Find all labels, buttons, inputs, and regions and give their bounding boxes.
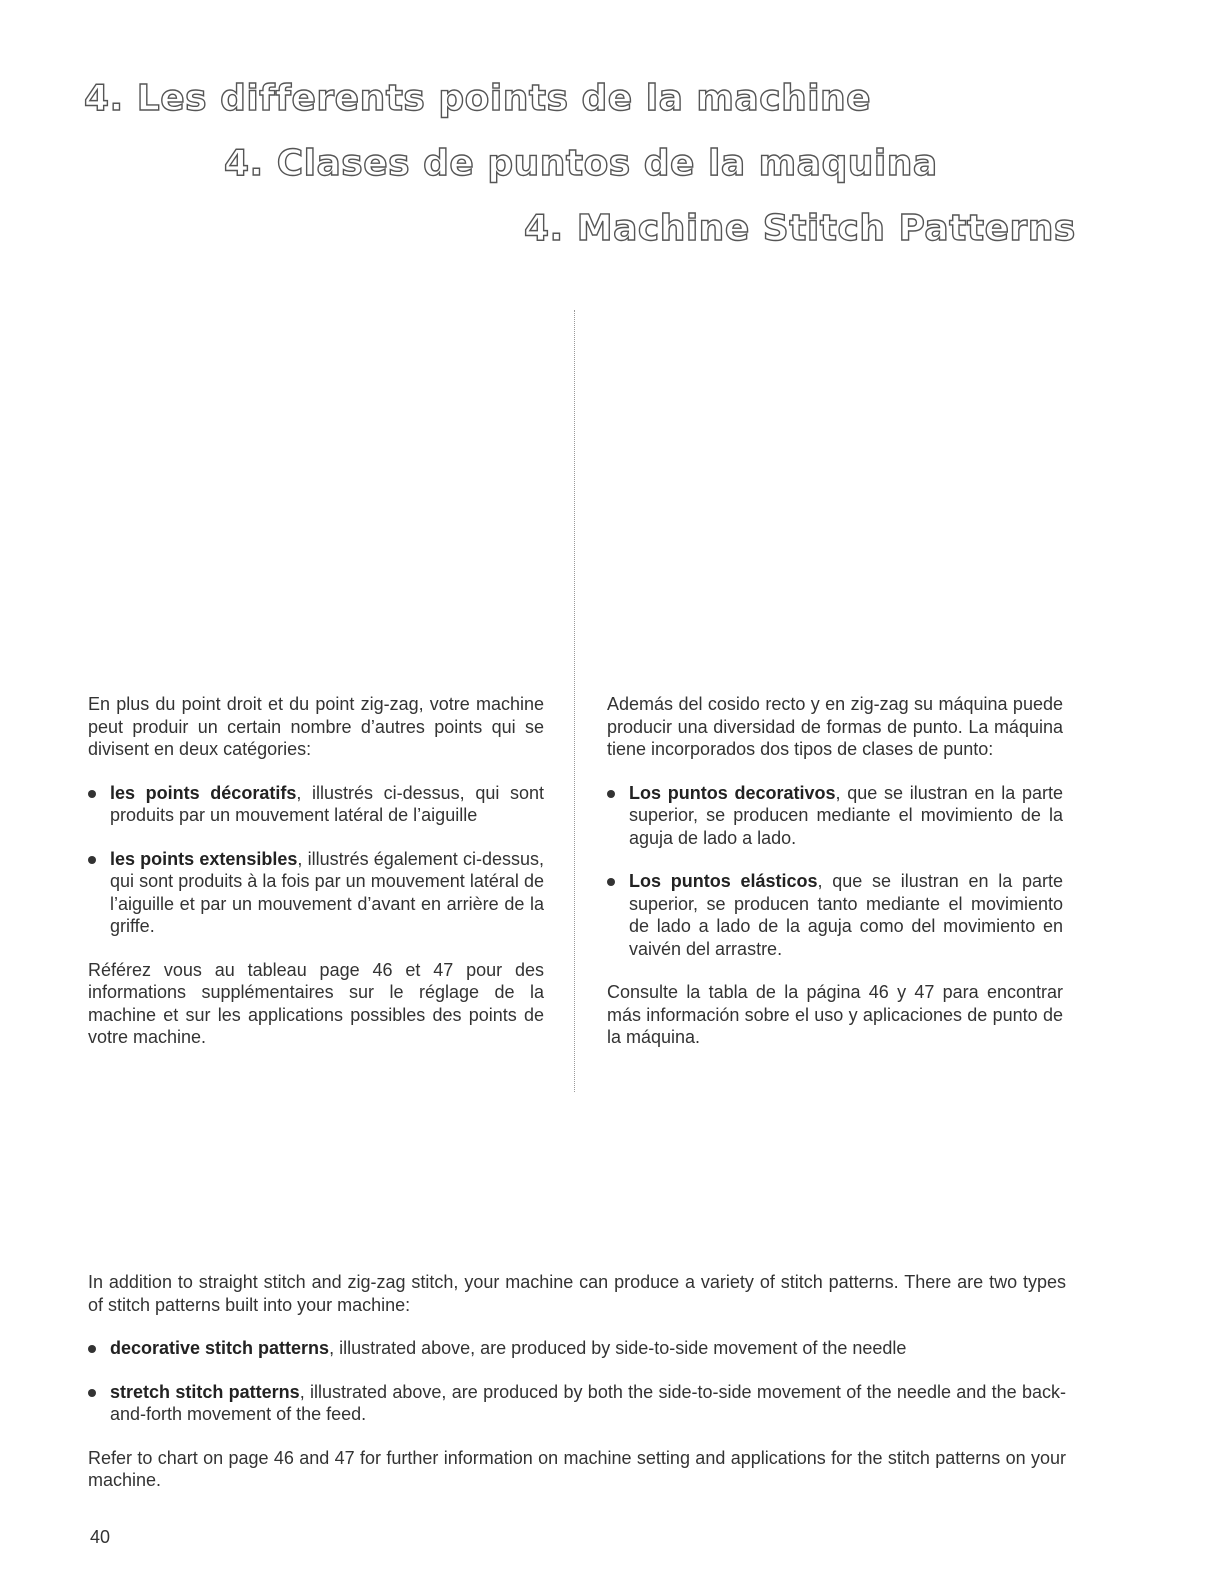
spanish-column — [607, 693, 1063, 1070]
spanish-bullet-decorative — [607, 782, 1063, 850]
english-closing: Refer to chart on page 46 and 47 for further information on machine setting and applications for the stitch patterns on your machine. — [88, 1447, 1066, 1490]
french-bullet-decorative — [88, 782, 544, 827]
english-section — [88, 1271, 1066, 1513]
french-bullet-term: les points décoratifs — [110, 782, 297, 803]
bullet-icon — [607, 790, 615, 798]
spanish-bullet-text: , que se ilustran en la parte superior, se producen tanto mediante el movimiento de lado a lado de la aguja como del movimiento en vaivén del arrastre. — [629, 871, 1063, 959]
spanish-bullet-term: Los puntos decorativos — [629, 782, 836, 803]
french-intro: En plus du point droit et du point zig-zag, votre machine peut produir un certain nombre d’autres points qui se divisent en deux catégories: — [88, 694, 544, 759]
heading-spanish: 4. Clases de puntos de la maquina — [224, 143, 938, 184]
page-number: 40 — [90, 1527, 111, 1547]
bullet-icon — [88, 790, 96, 798]
spanish-closing: Consulte la tabla de la página 46 y 47 para encontrar más información sobre el uso y aplicaciones de punto de la máquina. — [607, 982, 1063, 1047]
spanish-intro: Además del cosido recto y en zig-zag su máquina puede producir una diversidad de formas de punto. La máquina tiene incorporados dos tipos de clases de punto: — [607, 694, 1063, 759]
spanish-bullet-term: Los puntos elásticos — [629, 871, 818, 891]
bullet-icon — [88, 1389, 96, 1397]
spanish-bullet-stretch — [607, 870, 1063, 960]
english-bullet-list — [88, 1337, 1066, 1426]
french-bullet-text: , illustrés également ci-dessus, qui sont produits à la fois par un mouvement latéral de l’aiguille et par un mouvement d’avant en arrière de la griffe. — [110, 848, 544, 936]
french-bullet-term: les points extensibles — [110, 848, 298, 869]
english-bullet-term: stretch stitch patterns — [110, 1381, 300, 1402]
english-bullet-term: decorative stitch patterns — [110, 1338, 330, 1358]
french-bullet-stretch — [88, 848, 544, 938]
spanish-bullet-text: , que se ilustran en la parte superior, se producen mediante el movimiento de la aguja de lado a lado. — [629, 782, 1063, 848]
french-closing: Référez vous au tableau page 46 et 47 pour des informations supplémentaires sur le réglage de la machine et sur les applications possibles des points de votre machine. — [88, 959, 544, 1047]
french-bullet-text: , illustrés ci-dessus, qui sont produits par un mouvement latéral de l’aiguille — [110, 782, 545, 825]
spanish-bullet-list — [607, 782, 1063, 961]
bullet-icon — [88, 1345, 96, 1353]
english-bullet-stretch — [88, 1381, 1066, 1426]
english-bullet-decorative — [88, 1337, 1066, 1360]
english-bullet-text: , illustrated above, are produced by side-to-side movement of the needle — [329, 1338, 907, 1358]
bullet-icon — [607, 878, 615, 886]
english-intro: In addition to straight stitch and zig-zag stitch, your machine can produce a variety of stitch patterns. There are two types of stitch patterns built into your machine: — [88, 1272, 1066, 1315]
heading-french: 4. Les differents points de la machine — [84, 78, 872, 119]
french-column — [88, 693, 544, 1070]
heading-english: 4. Machine Stitch Patterns — [524, 208, 1076, 249]
english-bullet-text: , illustrated above, are produced by both the side-to-side movement of the needle and the back-and-forth movement of the feed. — [110, 1381, 1067, 1424]
french-bullet-list — [88, 782, 544, 938]
bullet-icon — [88, 856, 96, 864]
column-divider — [574, 310, 575, 1092]
